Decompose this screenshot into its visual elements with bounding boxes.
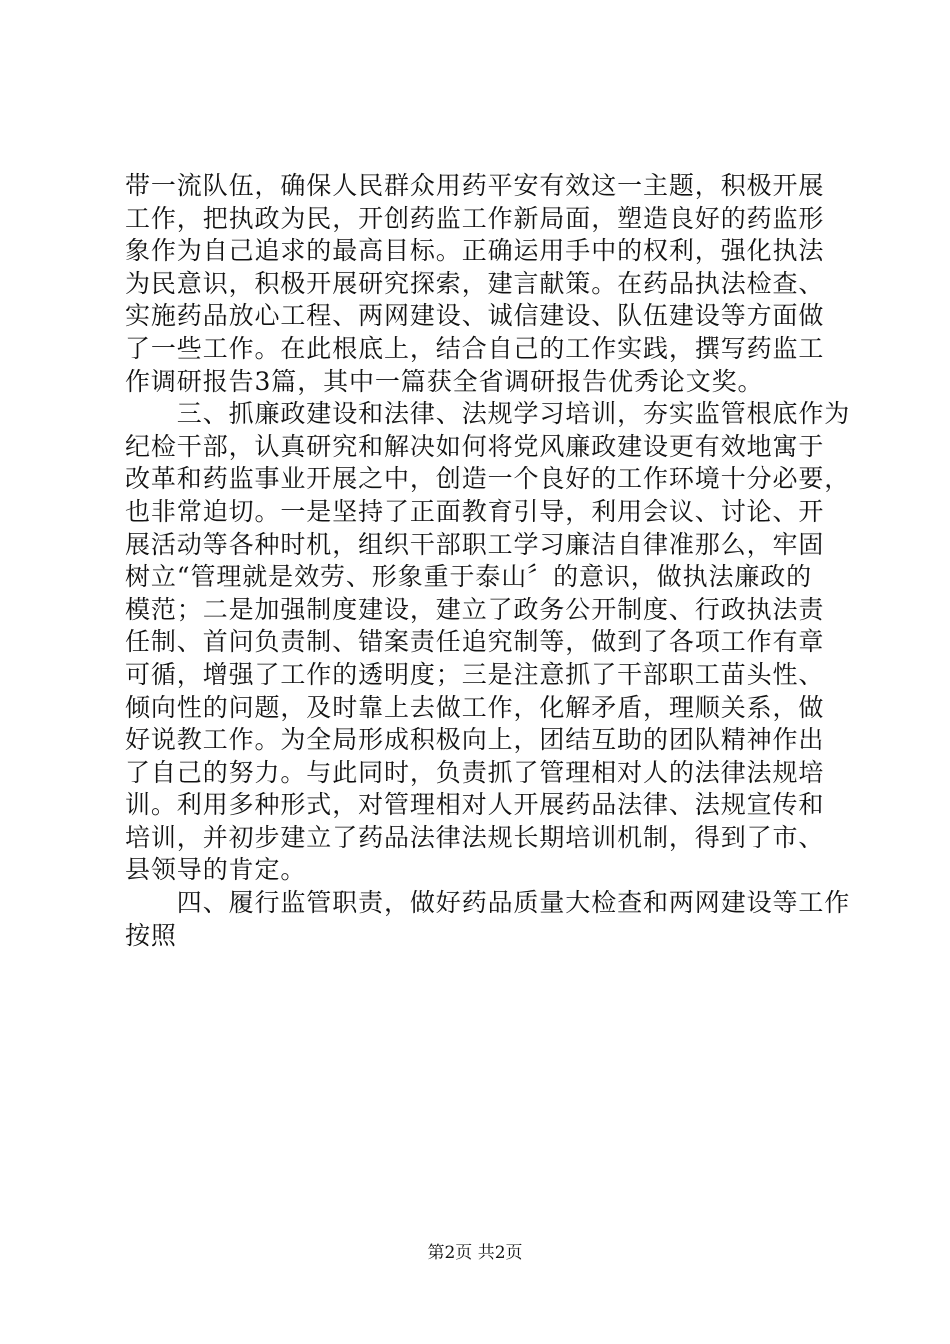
text-line: 也非常迫切。一是坚持了正面教育引导，利用会议、讨论、开 bbox=[125, 496, 825, 526]
page-number-footer: 第2页 共2页 bbox=[427, 1243, 523, 1263]
text-line: 模范；二是加强制度建设，建立了政务公开制度、行政执法责 bbox=[125, 594, 825, 624]
body-text bbox=[125, 170, 851, 952]
text-line: 县领导的肯定。 bbox=[125, 855, 307, 885]
text-line: 纪检干部，认真研究和解决如何将党风廉政建设更有效地寓于 bbox=[125, 431, 825, 461]
text-line: 好说教工作。为全局形成积极向上，团结互助的团队精神作出 bbox=[125, 725, 825, 755]
text-line: 任制、首问负责制、错案责任追究制等，做到了各项工作有章 bbox=[125, 627, 825, 657]
text-line: 了一些工作。在此根底上，结合自己的工作实践，撰写药监工 bbox=[125, 333, 825, 363]
text-line: 带一流队伍，确保人民群众用药平安有效这一主题，积极开展 bbox=[125, 171, 825, 200]
text-line: 展活动等各种时机，组织干部职工学习廉洁自律准那么，牢固 bbox=[125, 529, 825, 559]
text-line: 象作为自己追求的最高目标。正确运用手中的权利，强化执法 bbox=[125, 236, 825, 266]
text-line: 按照 bbox=[125, 920, 177, 950]
text-line: 实施药品放心工程、两网建设、诚信建设、队伍建设等方面做 bbox=[125, 301, 825, 331]
text-line: 倾向性的问题，及时靠上去做工作，化解矛盾，理顺关系，做 bbox=[125, 692, 825, 722]
text-line: 了自己的努力。与此同时，负责抓了管理相对人的法律法规培 bbox=[125, 757, 825, 787]
text-line: 可循，增强了工作的透明度；三是注意抓了干部职工苗头性、 bbox=[125, 659, 825, 689]
text-line: 训。利用多种形式，对管理相对人开展药品法律、法规宣传和 bbox=[125, 790, 825, 820]
text-line: 三、抓廉政建设和法律、法规学习培训，夯实监管根底作为 bbox=[125, 399, 851, 429]
text-line: 四、履行监管职责，做好药品质量大检查和两网建设等工作 bbox=[125, 888, 851, 918]
text-line: 树立“管理就是效劳、形象重于泰山〞的意识，做执法廉政的 bbox=[125, 562, 813, 592]
text-line: 改革和药监事业开展之中，创造一个良好的工作环境十分必要， bbox=[125, 464, 851, 494]
text-line: 为民意识，积极开展研究探索，建言献策。在药品执法检查、 bbox=[125, 268, 825, 298]
text-line: 培训，并初步建立了药品法律法规长期培训机制，得到了市、 bbox=[125, 822, 825, 852]
text-line: 工作，把执政为民，开创药监工作新局面，塑造良好的药监形 bbox=[125, 203, 825, 233]
text-line: 作调研报告3篇，其中一篇获全省调研报告优秀论文奖。 bbox=[125, 366, 764, 396]
